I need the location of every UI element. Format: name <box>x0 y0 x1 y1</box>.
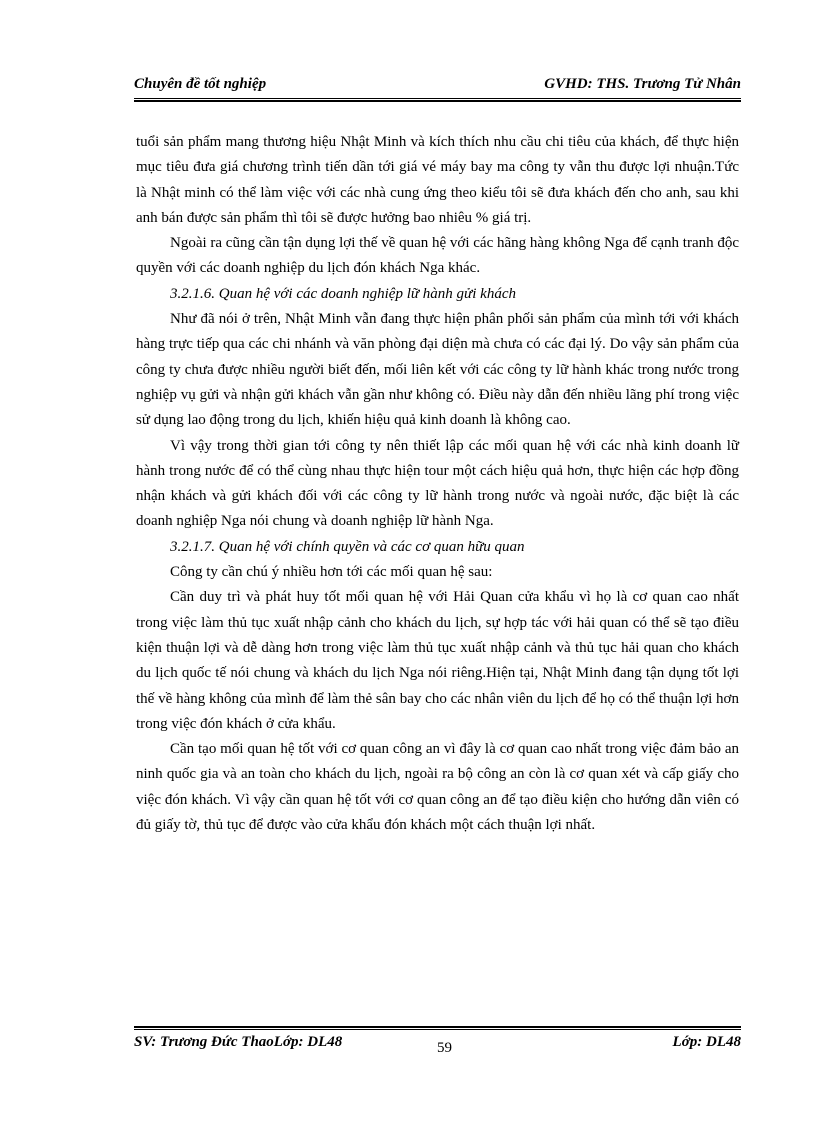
header-title: Chuyên đề tốt nghiệp <box>134 76 267 92</box>
paragraph: Như đã nói ở trên, Nhật Minh vẫn đang thực hiện phân phối sản phẩm của mình tới với khách hàng trực tiếp qua các chi nhánh và văn phòng đại diện mà chưa có các đại lý. Do vậy sản phẩm của công ty chưa được nhiều người biết đến, mối liên kết với các công ty lữ hành khác trong nước trong nghiệp vụ gửi và nhận gửi khách vẫn gần như không có. Điều này dẫn đến nhiều lãng phí trong việc sử dụng lao động trong du lịch, khiến hiệu quả kinh doanh là không cao. <box>136 311 739 429</box>
paragraph-continued: tuổi sản phẩm mang thương hiệu Nhật Minh và kích thích nhu cầu chi tiêu của khách, để thực hiện mục tiêu đưa giá chương trình tiến dần tới giá vé máy bay ma công ty vẫn thu được lợi nhuận.Tức là Nhật minh có thể làm việc với các nhà cung ứng theo kiểu tôi sẽ đưa khách đến cho anh, sau khi anh bán được sản phẩm thì tôi sẽ được hưởng bao nhiêu % giá trị. <box>136 134 739 226</box>
page-header <box>134 76 741 96</box>
footer-divider <box>134 1026 741 1030</box>
document-body <box>136 130 739 838</box>
page-number: 59 <box>437 1040 452 1056</box>
section-heading: 3.2.1.6. Quan hệ với các doanh nghiệp lữ hành gửi khách <box>170 285 516 302</box>
paragraph: Công ty cần chú ý nhiều hơn tới các mối quan hệ sau: <box>170 564 493 581</box>
footer-student: SV: Trương Đức ThaoLớp: DL48 <box>134 1034 343 1050</box>
footer-class: Lớp: DL48 <box>672 1034 741 1050</box>
paragraph: Ngoài ra cũng cần tận dụng lợi thế về quan hệ với các hãng hàng không Nga để cạnh tranh độc quyền với các doanh nghiệp du lịch đón khách Nga khác. <box>136 235 740 277</box>
header-divider <box>134 98 741 102</box>
header-supervisor: GVHD: THS. Trương Tử Nhân <box>544 76 741 92</box>
paragraph: Cần tạo mối quan hệ tốt với cơ quan công an vì đây là cơ quan cao nhất trong việc đảm bảo an ninh quốc gia và an toàn cho khách du lịch, ngoài ra bộ công an còn là cơ quan xét và cấp giấy cho việc đón khách. Vì vậy cần quan hệ tốt với cơ quan công an để tạo điều kiện cho hướng dẫn viên có đủ giấy tờ, thủ tục để được vào cửa khẩu đón khách một cách thuận lợi nhất. <box>136 741 739 834</box>
paragraph: Cần duy trì và phát huy tốt mối quan hệ với Hải Quan cửa khẩu vì họ là cơ quan cao nhất trong việc làm thủ tục xuất nhập cảnh cho khách du lịch, sự hợp tác với hải quan có thể sẽ tạo điều kiện thuận lợi và dễ dàng hơn trong việc làm thủ tục xuất nhập cảnh và thủ tục hải quan cho khách du lịch quốc tế nói chung và khách du lịch Nga nói riêng.Hiện tại, Nhật Minh đang tận dụng tốt lợi thế về hàng không của mình để làm thẻ sân bay cho các nhân viên du lịch để họ có thể thuận lợi hơn trong việc đón khách ở cửa khẩu. <box>136 589 739 732</box>
paragraph: Vì vậy trong thời gian tới công ty nên thiết lập các mối quan hệ với các nhà kinh doanh lữ hành trong nước để có thể cùng nhau thực hiện tour một cách hiệu quả hơn, thực hiện các hợp đồng nhận khách và gửi khách đối với các công ty lữ hành trong nước và ngoài nước, đặc biệt là các doanh nghiệp Nga nói chung và doanh nghiệp lữ hành Nga. <box>136 437 739 530</box>
section-heading: 3.2.1.7. Quan hệ với chính quyền và các cơ quan hữu quan <box>170 538 525 555</box>
